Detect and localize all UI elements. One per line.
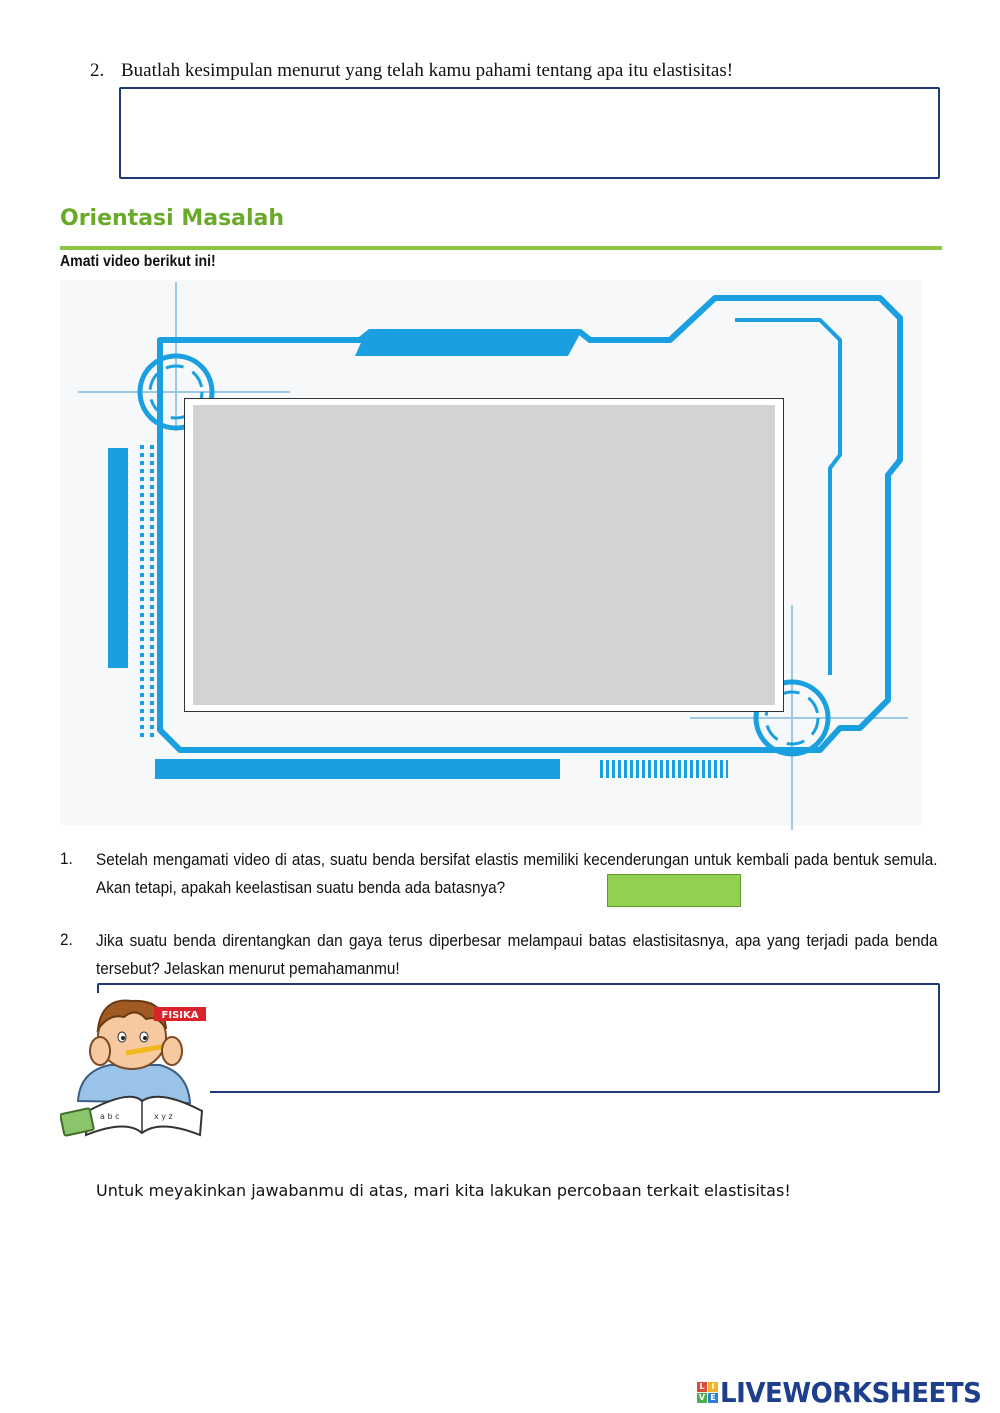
svg-text:a b c: a b c [100, 1112, 120, 1121]
conclusion-answer-box[interactable] [119, 87, 940, 179]
fisika-badge-text: FISIKA [161, 1010, 199, 1021]
instruction-text: Amati video berikut ini! [60, 253, 216, 270]
video-player[interactable] [184, 398, 784, 712]
liveworksheets-logo-icon: L I V E [697, 1382, 718, 1403]
brand-name: LIVEWORKSHEETS [720, 1376, 982, 1409]
section-divider [60, 246, 942, 250]
liveworksheets-brand [697, 1376, 1000, 1409]
question-text: Buatlah kesimpulan menurut yang telah kamu pahami tentang apa itu elastisitas! [121, 60, 734, 81]
section-title: Orientasi Masalah [60, 206, 285, 231]
answer-dropdown-field[interactable] [607, 874, 741, 907]
explanation-answer-box[interactable] [97, 983, 940, 1093]
question-2-text: Jika suatu benda direntangkan dan gaya terus diperbesar melampaui batas elastisitasnya, apa yang terjadi pada benda tersebut? Jelaskan menurut pemahamanmu! [96, 931, 938, 978]
student-studying-illustration [60, 993, 210, 1143]
svg-text:x y z: x y z [154, 1112, 173, 1121]
question-1-text: Setelah mengamati video di atas, suatu benda bersifat elastis memiliki kecenderungan untuk kembali pada bentuk semula. Akan tetapi, apakah keelastisan suatu benda ada batasnya? [96, 850, 938, 897]
video-screen[interactable] [193, 405, 775, 705]
question-2-number: 2. [60, 930, 73, 949]
closing-note: Untuk meyakinkan jawabanmu di atas, mari kita lakukan percobaan terkait elastisitas! [96, 1181, 791, 1200]
question-1-number: 1. [60, 849, 73, 868]
question-number: 2. [90, 60, 105, 81]
